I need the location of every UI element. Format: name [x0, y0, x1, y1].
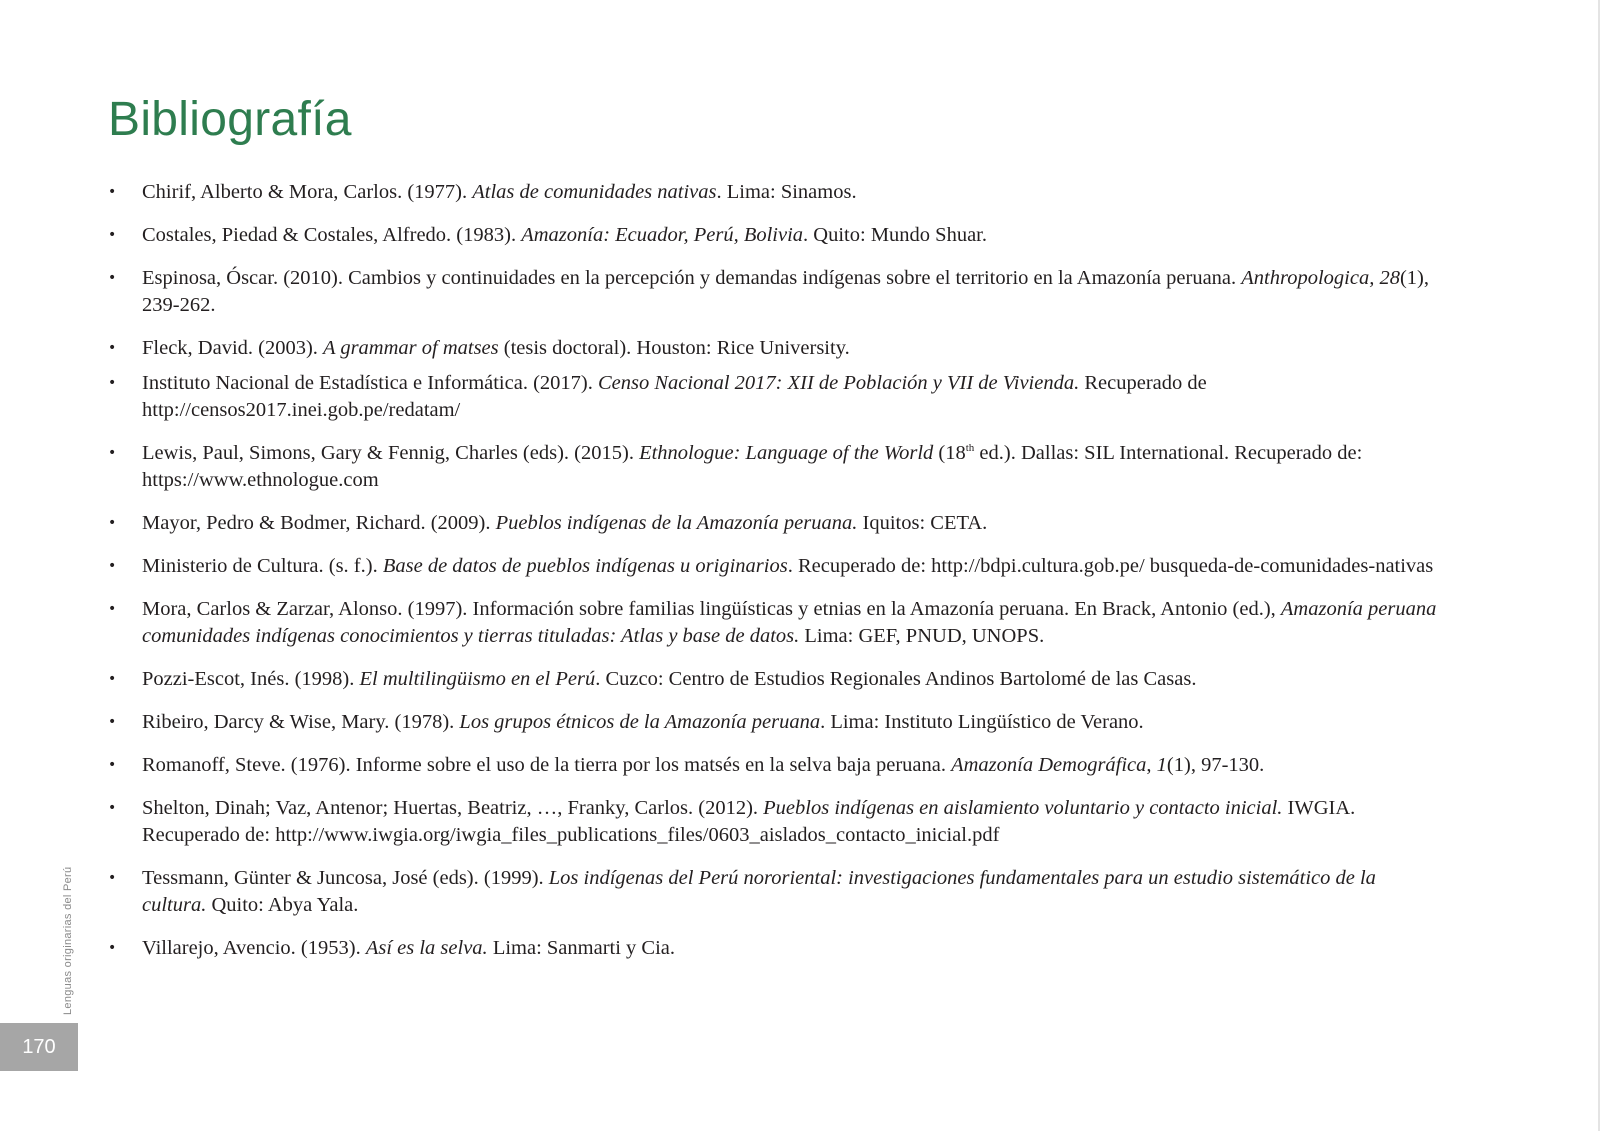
bibliography-entry: • Villarejo, Avencio. (1953). Así es la selva. Lima: Sanmarti y Cia.: [108, 935, 1438, 962]
running-title: Lenguas originarias del Perú: [62, 866, 74, 1015]
bibliography-entry: • Fleck, David. (2003). A grammar of matses (tesis doctoral). Houston: Rice University.: [108, 335, 1438, 362]
bibliography-entry: • Instituto Nacional de Estadística e Informática. (2017). Censo Nacional 2017: XII de Población y VII de Vivienda. Recuperado de http://censos2017.inei.gob.pe/redatam/: [108, 370, 1438, 424]
bibliography-entry: • Espinosa, Óscar. (2010). Cambios y continuidades en la percepción y demandas indígenas sobre el territorio en la Amazonía peruana. Anthropologica, 28(1), 239-262.: [108, 265, 1438, 319]
bibliography-entry: • Romanoff, Steve. (1976). Informe sobre el uso de la tierra por los matsés en la selva baja peruana. Amazonía Demográfica, 1(1), 97-130.: [108, 752, 1438, 779]
bibliography-entry: • Costales, Piedad & Costales, Alfredo. (1983). Amazonía: Ecuador, Perú, Bolivia. Quito: Mundo Shuar.: [108, 222, 1438, 249]
bibliography-list: [108, 179, 1438, 978]
bibliography-entry: • Shelton, Dinah; Vaz, Antenor; Huertas, Beatriz, …, Franky, Carlos. (2012). Pueblos indígenas en aislamiento voluntario y contacto inicial. IWGIA. Recuperado de: http://www.iwgia.org/iwgia_files_publications_files/0603_aislados_contacto_inicial.pdf: [108, 795, 1438, 849]
bibliography-entry: • Mayor, Pedro & Bodmer, Richard. (2009). Pueblos indígenas de la Amazonía peruana. Iquitos: CETA.: [108, 510, 1438, 537]
bibliography-entry: • Chirif, Alberto & Mora, Carlos. (1977). Atlas de comunidades nativas. Lima: Sinamos.: [108, 179, 1438, 206]
bibliography-entry: • Pozzi-Escot, Inés. (1998). El multilingüismo en el Perú. Cuzco: Centro de Estudios Regionales Andinos Bartolomé de las Casas.: [108, 666, 1438, 693]
page-number: 170: [0, 1023, 78, 1071]
bibliography-entry: • Ribeiro, Darcy & Wise, Mary. (1978). Los grupos étnicos de la Amazonía peruana. Lima: Instituto Lingüístico de Verano.: [108, 709, 1438, 736]
bibliography-entry: • Mora, Carlos & Zarzar, Alonso. (1997). Información sobre familias lingüísticas y etnias en la Amazonía peruana. En Brack, Antonio (ed.), Amazonía peruana comunidades indígenas conocimientos y tierras tituladas: Atlas y base de datos. Lima: GEF, PNUD, UNOPS.: [108, 596, 1438, 650]
page-title: Bibliografía: [108, 93, 352, 146]
bibliography-entry: • Ministerio de Cultura. (s. f.). Base de datos de pueblos indígenas u originarios. Recuperado de: http://bdpi.cultura.gob.pe/ busqueda-de-comunidades-nativas: [108, 553, 1438, 580]
bibliography-entry: • Tessmann, Günter & Juncosa, José (eds). (1999). Los indígenas del Perú nororiental: investigaciones fundamentales para un estudio sistemático de la cultura. Quito: Abya Yala.: [108, 865, 1438, 919]
bibliography-entry: • Lewis, Paul, Simons, Gary & Fennig, Charles (eds). (2015). Ethnologue: Language of the World (18th ed.). Dallas: SIL International. Recuperado de: https://www.ethnologue.com: [108, 440, 1438, 494]
